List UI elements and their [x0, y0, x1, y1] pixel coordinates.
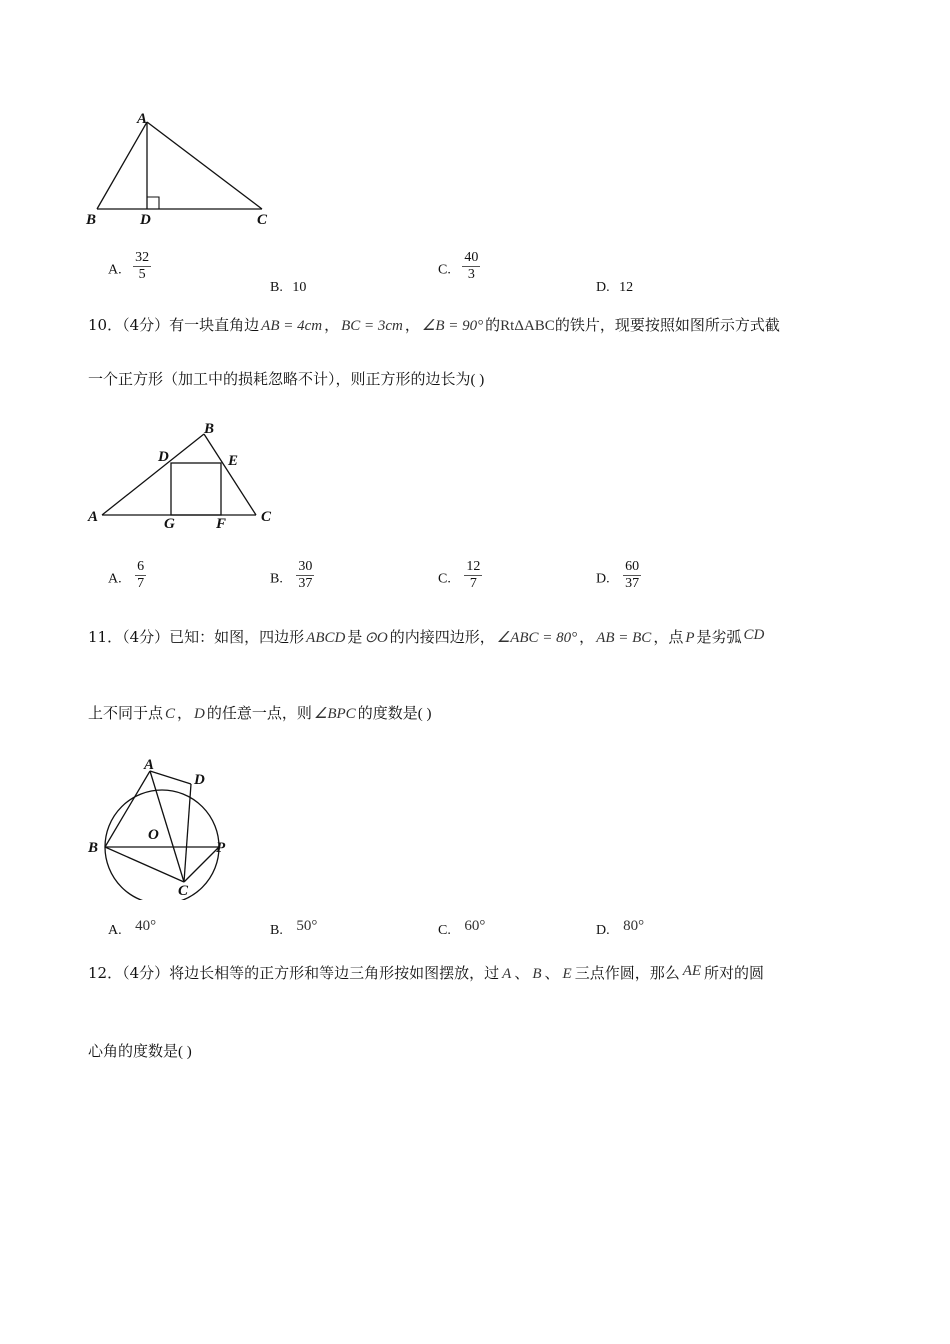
option-value: 80° — [623, 918, 645, 934]
fraction: $\frac{12}{7}$ — [466, 559, 481, 591]
option-letter: D. — [596, 571, 610, 587]
label-A: A — [144, 757, 155, 773]
option-letter: C. — [438, 923, 451, 938]
option-letter: A. — [108, 923, 122, 938]
q11-line2: 上不同于点 C ， D 的任意一点，则 ∠BPC 的度数是( ) — [88, 704, 432, 722]
label-O: O — [148, 827, 159, 843]
option-letter: D. — [596, 280, 610, 295]
q9-option-a[interactable] — [108, 250, 151, 287]
fraction: $\frac{32}{5}$ — [135, 250, 150, 282]
q9-option-d[interactable] — [596, 280, 633, 296]
question-number: 12． — [88, 964, 123, 982]
question-number: 11． — [88, 628, 123, 646]
option-value: 12 — [619, 280, 634, 295]
figure-cyclic-quadrilateral — [80, 750, 255, 900]
q10-option-a[interactable] — [108, 559, 146, 596]
label-P: P — [216, 840, 226, 856]
label-G: G — [164, 516, 175, 532]
q10-line2: 一个正方形（加工中的损耗忽略不计），则正方形的边长为( ) — [88, 370, 485, 388]
option-value: 50° — [296, 918, 318, 934]
q12-line2: 心角的度数是( ) — [88, 1042, 192, 1060]
label-A: A — [88, 509, 99, 525]
fraction: $\frac{6}{7}$ — [137, 559, 145, 591]
label-F: F — [216, 516, 227, 532]
arc-cd: CD — [743, 627, 765, 643]
option-letter: D. — [596, 923, 610, 938]
q11-option-c[interactable] — [438, 918, 486, 939]
option-value: 10 — [292, 280, 307, 295]
option-letter: A. — [108, 571, 122, 587]
q10-option-d[interactable] — [596, 559, 641, 596]
figure-square-in-triangle — [80, 415, 290, 540]
question-score: （4分） — [122, 964, 170, 982]
q10-option-b[interactable] — [270, 559, 314, 596]
figure-triangle-altitude — [80, 105, 290, 235]
label-A: A — [137, 111, 148, 127]
label-B: B — [88, 840, 99, 856]
option-letter: C. — [438, 262, 451, 278]
fraction: $\frac{40}{3}$ — [464, 250, 479, 282]
label-D: D — [140, 212, 151, 228]
answer-blank[interactable]: ( ) — [417, 706, 432, 722]
option-letter: B. — [270, 571, 283, 587]
q12-line1: 12．（4分）将边长相等的正方形和等边三角形按如图摆放，过 A 、 B 、 E 三点作圆，那么 AE 所对的圆 — [88, 963, 765, 982]
q10-line1: 10．（4分）有一块直角边 AB = 4cm ， BC = 3cm ， ∠B = 90° 的RtΔABC的铁片，现要按照如图所示方式截 — [88, 316, 780, 334]
label-C: C — [257, 212, 268, 228]
fraction: $\frac{60}{37}$ — [625, 559, 640, 591]
option-letter: B. — [270, 280, 283, 295]
answer-blank[interactable]: ( ) — [178, 1044, 192, 1060]
option-value: 60° — [464, 918, 486, 934]
q9-option-c[interactable] — [438, 250, 480, 287]
label-D: D — [194, 772, 205, 788]
label-C: C — [261, 509, 272, 525]
option-letter: B. — [270, 923, 283, 938]
option-letter: C. — [438, 571, 451, 587]
question-score: （4分） — [122, 628, 170, 646]
option-value: 40° — [135, 918, 157, 934]
option-letter: A. — [108, 262, 122, 278]
q11-line1: 11．（4分）已知：如图，四边形 ABCD 是 ⊙O 的内接四边形， ∠ABC = 80° ， AB = BC ，点 P 是劣弧 CD — [88, 627, 765, 646]
q11-option-d[interactable] — [596, 918, 645, 939]
label-D: D — [158, 449, 169, 465]
q10-option-c[interactable] — [438, 559, 482, 596]
label-B: B — [204, 421, 215, 437]
answer-blank[interactable]: ( ) — [470, 372, 485, 388]
label-C: C — [178, 883, 189, 899]
fraction: $\frac{30}{37}$ — [298, 559, 313, 591]
q9-option-b[interactable] — [270, 280, 306, 296]
question-score: （4分） — [122, 316, 170, 334]
q11-option-b[interactable] — [270, 918, 318, 939]
question-number: 10． — [88, 316, 123, 334]
arc-ae: AE — [682, 963, 702, 979]
label-E: E — [228, 453, 239, 469]
label-B: B — [86, 212, 97, 228]
q11-option-a[interactable] — [108, 918, 157, 939]
